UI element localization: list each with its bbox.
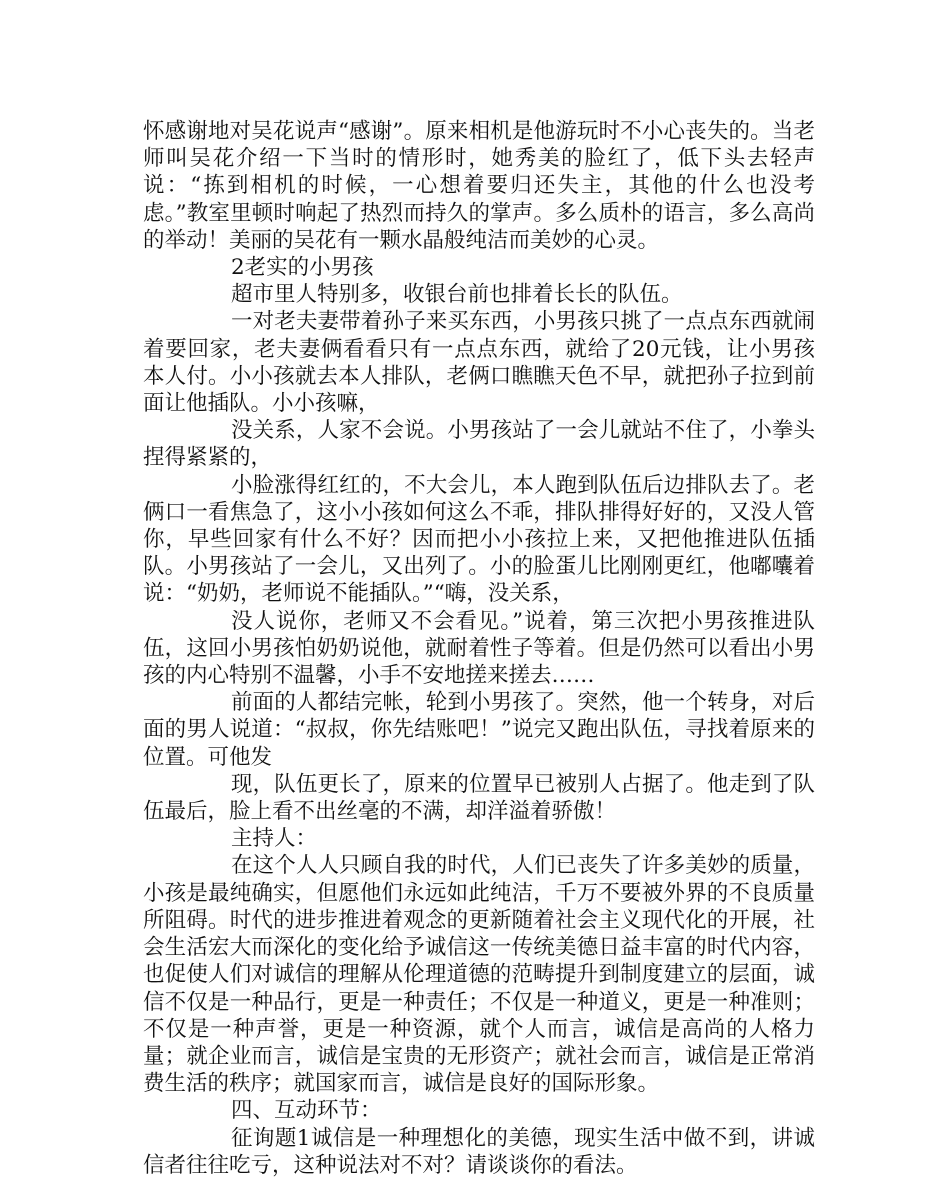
- paragraph: 现，队伍更长了，原来的位置早已被别人占据了。他走到了队伍最后，脸上看不出丝毫的不满，却洋溢着骄傲！: [143, 771, 815, 825]
- paragraph: 超市里人特别多，收银台前也排着长长的队伍。: [231, 282, 683, 308]
- paragraph: 没人说你，老师又不会看见。”说着，第三次把小男孩推进队伍，这回小男孩怕奶奶说他，就耐着性子等着。但是仍然可以看出小男孩的内心特别不温馨，小手不安地搓来搓去……: [143, 608, 815, 689]
- document-body: [143, 118, 815, 1179]
- story-heading: 2老实的小男孩: [231, 255, 374, 281]
- paragraph: 在这个人人只顾自我的时代，人们已丧失了许多美妙的质量，小孩是最纯确实，但愿他们永远如此纯洁，千万不要被外界的不良质量所阻碍。时代的进步推进着观念的更新随着社会主义现代化的开展，社会生活宏大而深化的变化给予诚信这一传统美德日益丰富的时代内容，也促使人们对诚信的理解从伦理道德的范畴提升到制度建立的层面，诚信不仅是一种品行，更是一种责任；不仅是一种道义，更是一种准则；不仅是一种声誉，更是一种资源，就个人而言，诚信是高尚的人格力量；就企业而言，诚信是宝贵的无形资产；就社会而言，诚信是正常消费生活的秩序；就国家而言，诚信是良好的国际形象。: [143, 853, 815, 1097]
- paragraph: 小脸涨得红红的，不大会儿，本人跑到队伍后边排队去了。老俩口一看焦急了，这小小孩如何这么不乖，排队排得好好的，又没人管你，早些回家有什么不好？因而把小小孩拉上来，又把他推进队伍插队。小男孩站了一会儿，又出列了。小的脸蛋儿比刚刚更红，他嘟囔着说：“奶奶，老师说不能插队。”“嗨，没关系，: [143, 472, 815, 607]
- paragraph: 征询题1诚信是一种理想化的美德，现实生活中做不到，讲诚信者往往吃亏，这种说法对不对？请谈谈你的看法。: [143, 1125, 815, 1178]
- host-label: 主持人：: [231, 826, 318, 852]
- paragraph-continuation: 怀感谢地对吴花说声“感谢”。原来相机是他游玩时不小心丧失的。当老师叫吴花介绍一下当时的情形时，她秀美的脸红了，低下头去轻声说：“拣到相机的时候，一心想着要归还失主，其他的什么也没考虑。”教室里顿时响起了热烈而持久的掌声。多么质朴的语言，多么高尚的举动！美丽的吴花有一颗水晶般纯洁而美妙的心灵。: [143, 119, 815, 253]
- paragraph: 没关系，人家不会说。小男孩站了一会儿就站不住了，小拳头捏得紧紧的，: [143, 418, 815, 471]
- paragraph: 一对老夫妻带着孙子来买东西，小男孩只挑了一点点东西就闹着要回家，老夫妻俩看看只有一点点东西，就给了20元钱，让小男孩本人付。小小孩就去本人排队，老俩口瞧瞧天色不早，就把孙子拉到前面让他插队。小小孩嘛，: [143, 309, 815, 417]
- section-heading: 四、互动环节：: [231, 1098, 382, 1124]
- paragraph: 前面的人都结完帐，轮到小男孩了。突然，他一个转身，对后面的男人说道：“叔叔，你先结账吧！”说完又跑出队伍，寻找着原来的位置。可他发: [143, 690, 815, 770]
